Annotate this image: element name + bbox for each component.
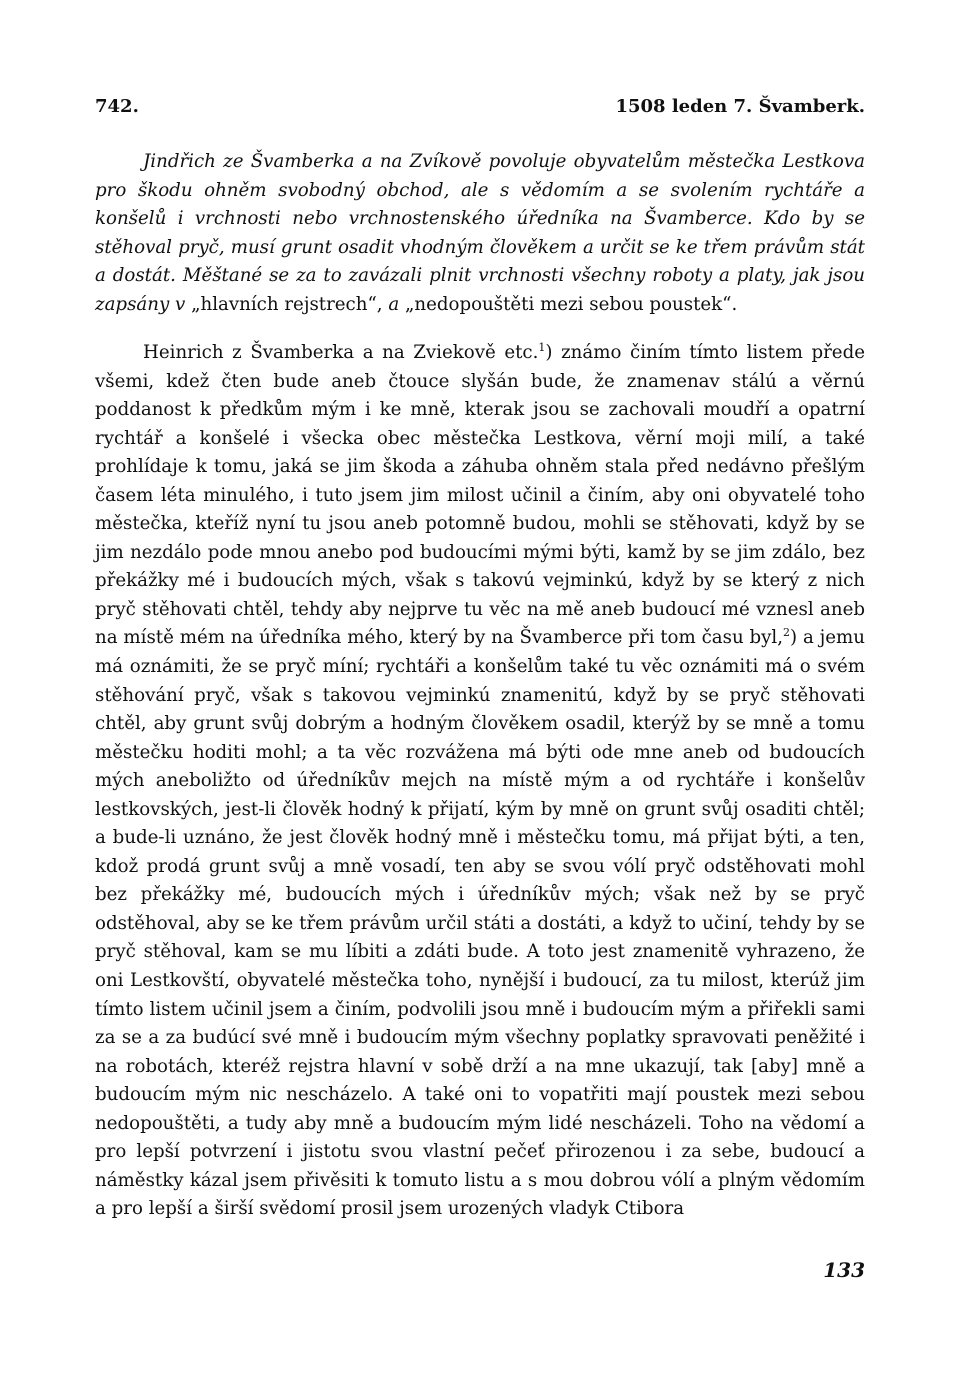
footnote-ref-1[interactable]: 1: [538, 340, 546, 354]
charter-text-part3: ) a jemu má oznámiti, že se pryč míní; rychtáři a konšelům také tu věc oznámiti má o svém stěhování pryč, však s takovou vejminkú znamenitú, když by se pryč stěhovati chtěl, aby grunt svůj dobrým a hodným člověkem osadil, kterýž by se mně a tomu městečku hoditi mohl; a ta věc rozvážena má býti ode mne aneb od budoucích mých aneboližto od úředníkův mejch na místě mým a od rychtáře i konšelův lestkovských, jest-li člověk hodný k přijatí, kým by mně on grunt svůj osaditi chtěl; a bude-li uznáno, že jest člověk hodný mně i městečku tomu, má přijat býti, a ten, kdož prodá grunt svůj a mně vosadí, ten aby se svou vólí pryč odstěhovati mohl bez překážky mé, budoucích mých i úředníkův mých; však než by se pryč odstěhoval, aby se ke třem právům určil státi a dostáti, a když to učiní, tehdy by se pryč stěhoval, kam se mu líbiti a zdáti bude. A toto jest znamenitě vyhrazeno, že oni Lestkovští, obyvatelé městečka toho, nynější i budoucí, za tu milost, kterúž jim tímto listem učinil jsem a činím, podvolili jsou mně i budoucím mým a přiřekli sami za se a za budúcí své mně i budoucím mým všechny poplatky spravovati peněžité i na robotách, kteréž rejstra hlavní v sobě drží a na mne ukazují, tak [aby] mně a budoucím mým nic nescházelo. A také oni to vopatřiti mají poustek mezi sebou nedopouštěti, a tudy aby mně a budoucím mým lidé nescházeli. Toho na vědomí a pro lepší potvrzení i jistotu svou vlastní pečeť přirozenou i za sebe, budoucí a náměstky kázal jsem přivěsiti k tomuto listu a s mou dobrou vólí a plným vědomím a pro lepší a širší svědomí prosil jsem urozených vladyk Ctibora: [95, 627, 865, 1220]
regest-quote-vacancies: „nedopouštěti mezi sebou poustek“.: [404, 293, 738, 315]
footnote-ref-2[interactable]: 2: [783, 626, 791, 640]
regest-text-part1: Jindřich ze Švamberka a na Zvíkově povoluje obyvatelům městečka Lestkova pro škodu ohněm svobodný obchod, ale s vědomím a se svolením rychtáře a konšelů i vrchnosti nebo vrchnostenského úředníka na Švamberce. Kdo by se stěhoval pryč, musí grunt osadit vhodným člověkem a určit se ke třem právům stát a dostát. Měštané se za to zavázali plnit vrchnosti všechny roboty a platy, jak jsou zapsány v: [95, 151, 865, 315]
page-header: [95, 92, 865, 122]
regest-summary: [95, 148, 865, 320]
regest-quote-registers: „hlavních rejstrech“,: [191, 293, 383, 315]
charter-text-part2: ) známo činím tímto listem přede všemi, kdež čten bude aneb čtouce slyšán bude, že znamenav stálú a věrnú poddanost k předkům mým i ke mně, kterak jsou se zachovali moudří a opatrní rychtář a konšelé i všecka obec městečka Lestkova, věrní moji milí, a také prohlídaje k tomu, jaká se jim škoda a záhuba ohněm stala před nedávno přešlým časem léta minulého, i tuto jsem jim milost učinil a činím, aby oni obyvatelé toho městečka, kteříž nyní tu jsou aneb potomně budou, mohli se stěhovati, když by se jim nezdálo pode mnou anebo pod budoucími mými býti, kamž by se jim zdálo, bez překážky mé i budoucích mých, však s takovú vejminkú, když by se který z nich pryč stěhovati chtěl, tehdy aby nejprve tu věc na mě aneb budoucí mé vznesl aneb na místě mém na úředníka mého, který by na Švamberce při tom času byl,: [95, 342, 865, 649]
document-number: 742.: [95, 96, 139, 117]
regest-text-part2: a: [382, 293, 405, 315]
document-date-title: 1508 leden 7. Švamberk.: [615, 96, 865, 117]
charter-text-part1: Heinrich z Švamberka a na Zviekově etc.: [143, 342, 539, 363]
page-number: 133: [823, 1258, 865, 1282]
document-page: [95, 0, 865, 1380]
charter-text: [95, 339, 865, 1224]
